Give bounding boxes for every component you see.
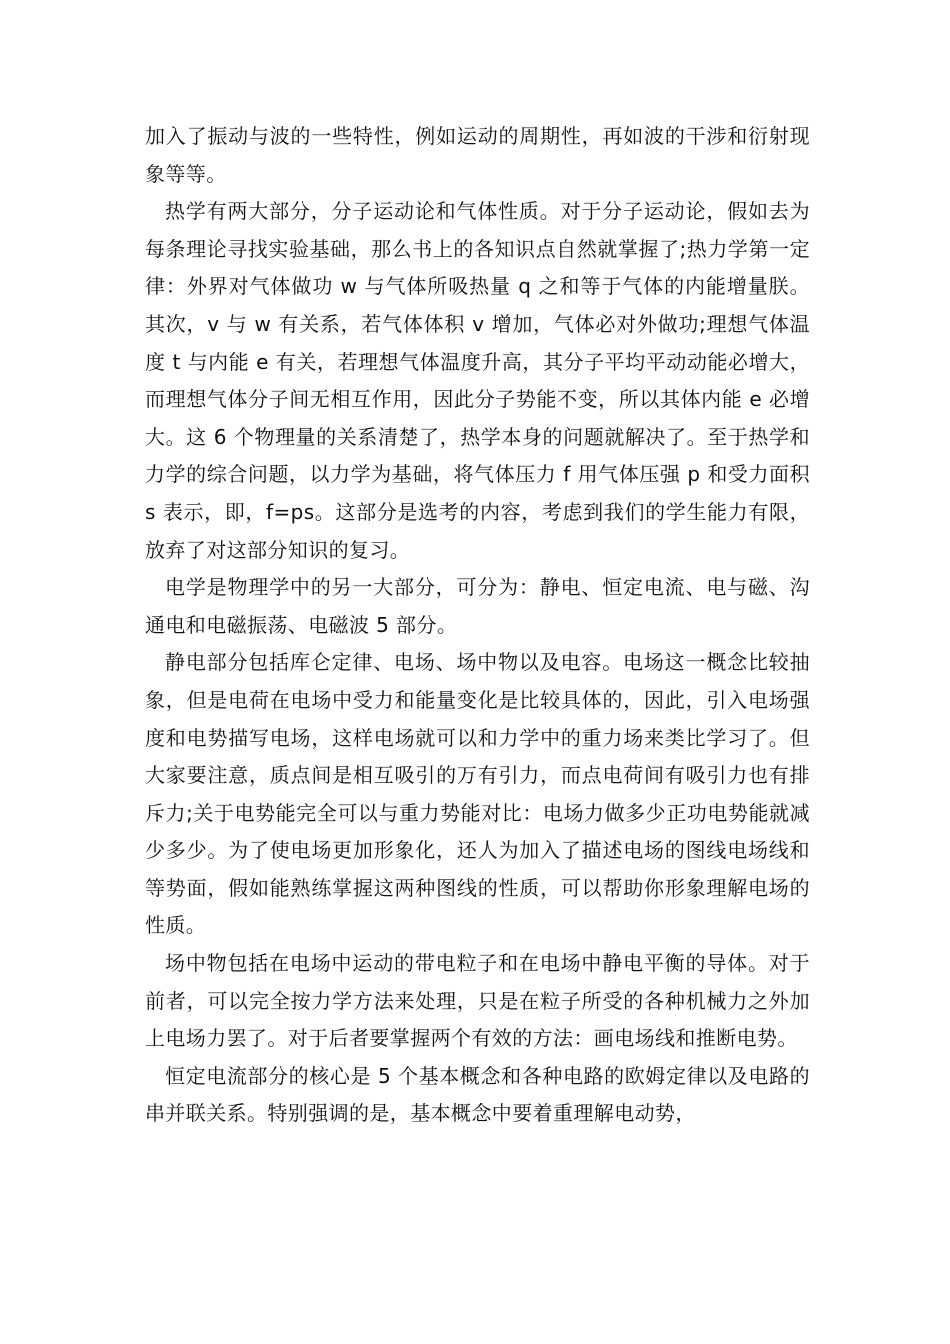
paragraph-electricity-overview: 电学是物理学中的另一大部分，可分为：静电、恒定电流、电与磁、沟通电和电磁振荡、电磁波 5 部分。: [145, 575, 810, 637]
document-body: [145, 118, 810, 1133]
paragraph-steady-current: 恒定电流部分的核心是 5 个基本概念和各种电路的欧姆定律以及电路的串并联关系。特别强调的是，基本概念中要着重理解电动势，: [145, 1063, 810, 1126]
paragraph-thermodynamics: 热学有两大部分，分子运动论和气体性质。对于分子运动论，假如去为每条理论寻找实验基础，那么书上的各知识点自然就掌握了;热力学第一定律：外界对气体做功 w 与气体所吸热量 q 之和等于气体的内能增量朕。其次，v 与 w 有关系，若气体体积 v 增加，气体必对外做功;理想气体温度 t 与内能 e 有关，若理想气体温度升高，其分子平均平动动能必增大，而理想气体分子间无相互作用，因此分子势能不变，所以其体内能 e 必增大。这 6 个物理量的关系清楚了，热学本身的问题就解决了。至于热学和力学的综合问题，以力学为基础，将气体压力 f 用气体压强 p 和受力面积 s 表示，即，f=ps。这部分是选考的内容，考虑到我们的学生能力有限，放弃了对这部分知识的复习。: [145, 199, 810, 562]
paragraph-electrostatics: 静电部分包括库仑定律、电场、场中物以及电容。电场这一概念比较抽象，但是电荷在电场中受力和能量变化是比较具体的，因此，引入电场强度和电势描写电场，这样电场就可以和力学中的重力场来类比学习了。但大家要注意，质点间是相互吸引的万有引力，而点电荷间有吸引力也有排斥力;关于电势能完全可以与重力势能对比：电场力做多少正功电势能就减少多少。为了使电场更加形象化，还人为加入了描述电场的图线电场线和等势面，假如能熟练掌握这两种图线的性质，可以帮助你形象理解电场的性质。: [145, 650, 810, 938]
paragraph-vibration-waves: 加入了振动与波的一些特性，例如运动的周期性，再如波的干涉和衍射现象等等。: [145, 124, 810, 186]
paragraph-field-objects: 场中物包括在电场中运动的带电粒子和在电场中静电平衡的导体。对于前者，可以完全按力学方法来处理，只是在粒子所受的各种机械力之外加上电场力罢了。对于后者要掌握两个有效的方法：画电场线和推断电势。: [145, 951, 810, 1051]
